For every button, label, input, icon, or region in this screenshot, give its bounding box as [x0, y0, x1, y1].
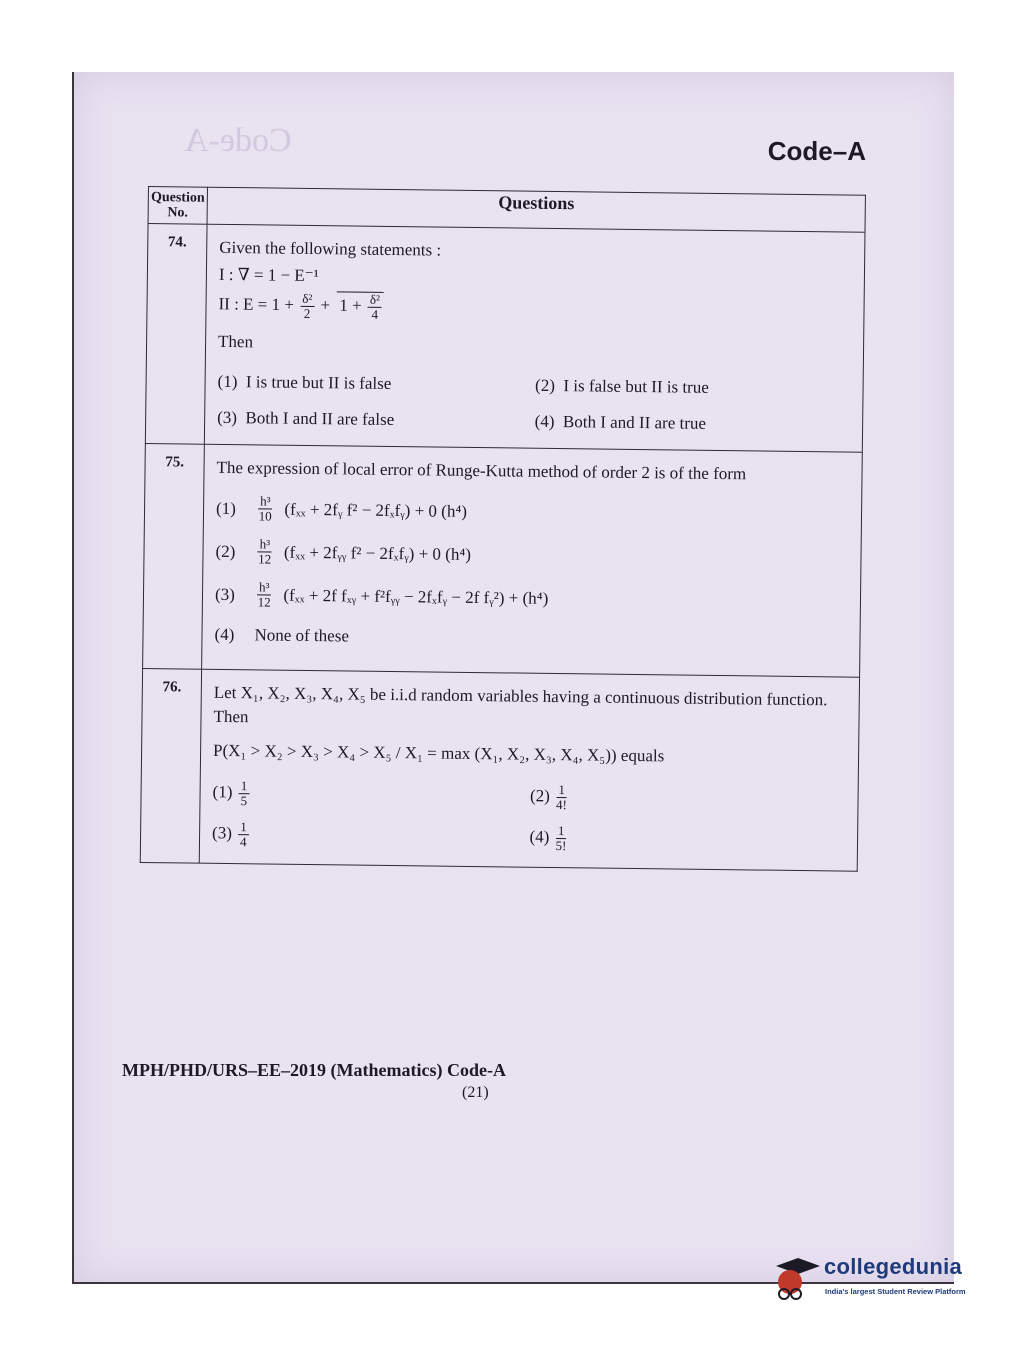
- option-text: None of these: [254, 625, 350, 646]
- fraction-numerator: h³: [258, 494, 273, 509]
- option-number: (1): [215, 498, 237, 518]
- option: [215, 580, 850, 617]
- option: [535, 374, 853, 402]
- logo-tagline: India's largest Student Review Platform: [825, 1287, 966, 1296]
- fraction-denominator: 12: [257, 594, 271, 610]
- option: [212, 779, 530, 812]
- question-row-76: [140, 668, 859, 871]
- question-body: [204, 224, 865, 452]
- option-number: (4): [529, 827, 550, 847]
- fraction: [257, 537, 272, 566]
- fraction-numerator: δ²: [368, 293, 382, 308]
- question-number: 74.: [145, 224, 207, 445]
- question-number: 75.: [143, 443, 205, 669]
- option-number: (4): [534, 411, 555, 431]
- option-expression: (fₓₓ + 2f fₓᵧ + f²fᵧᵧ − 2fₓfᵧ − 2f fᵧ²) + (h⁴): [283, 585, 549, 608]
- option-number: (3): [217, 407, 238, 428]
- fraction: [556, 783, 567, 812]
- fraction-numerator: 1: [556, 783, 567, 798]
- option-number: (3): [214, 584, 235, 604]
- code-label: Code–A: [767, 136, 866, 166]
- statement-2: II : E = 1 + $\frac{\text{δ²}}{2}$ + 1 + $\frac{\text{δ²}}{4}$: [218, 290, 853, 328]
- fraction: [258, 494, 273, 523]
- option: [529, 824, 847, 857]
- graduate-mascot-icon: [768, 1256, 820, 1302]
- option: [214, 623, 849, 655]
- fraction-numerator: 1: [556, 824, 567, 839]
- option: [530, 783, 848, 816]
- fraction: [238, 820, 249, 849]
- fraction-denominator: 5: [240, 793, 248, 809]
- option: [215, 537, 850, 574]
- option-text: Both I and II are true: [562, 412, 707, 433]
- option: [216, 494, 851, 531]
- fraction: [555, 824, 566, 853]
- fraction-numerator: δ²: [300, 292, 314, 307]
- option-number: (2): [534, 375, 556, 395]
- probability-expression: P(X₁ > X₂ > X₃ > X₄ > X₅ / X₁ = max (X₁, X₂, X₃, X₄, X₅)) equals: [212, 740, 665, 766]
- statement-2-prefix: II : E = 1 +: [218, 294, 295, 315]
- question-row-74: [145, 224, 865, 453]
- fraction-denominator: 12: [258, 551, 272, 567]
- fraction-denominator: 4: [239, 834, 247, 850]
- question-body: [199, 669, 859, 871]
- question-body: [202, 444, 863, 677]
- fraction-denominator: 5!: [555, 838, 567, 854]
- option-expression: (fₓₓ + 2fᵧ f² − 2fₓfᵧ) + 0 (h⁴): [284, 499, 468, 521]
- option-number: (2): [529, 786, 551, 806]
- option-text: I is false but II is true: [563, 376, 709, 397]
- option-expression: (fₓₓ + 2fᵧᵧ f² − 2fₓfᵧ) + 0 (h⁴): [283, 542, 472, 564]
- question-table: [140, 186, 866, 872]
- scanned-page: [72, 72, 954, 1284]
- collegedunia-logo[interactable]: [768, 1252, 993, 1312]
- fraction-numerator: h³: [258, 537, 273, 552]
- options-grid: [212, 773, 848, 863]
- option: [217, 370, 535, 398]
- fraction-numerator: h³: [257, 580, 272, 595]
- then-label: Then: [217, 331, 254, 352]
- question-stem: Given the following statements :: [219, 237, 442, 260]
- options-grid: [217, 364, 853, 444]
- sqrt-expression: 1 + $\frac{\text{δ²}}{4}$: [336, 291, 384, 322]
- header-questions: Questions: [207, 187, 865, 232]
- option-text: Both I and II are false: [245, 408, 395, 430]
- fraction-numerator: 1: [239, 779, 250, 794]
- fraction-denominator: 4: [371, 306, 379, 322]
- option-number: (4): [214, 624, 235, 645]
- logo-wordmark: collegedunia: [824, 1254, 963, 1279]
- footer-exam-code: MPH/PHD/URS–EE–2019 (Mathematics) Code-A: [122, 1060, 506, 1080]
- question-row-75: [143, 443, 863, 677]
- fraction: [300, 292, 314, 321]
- fraction: [238, 779, 249, 808]
- option-number: (1): [217, 371, 238, 392]
- option-number: (3): [211, 823, 233, 843]
- option: [535, 410, 853, 438]
- option-text: I is true but II is false: [245, 372, 392, 393]
- fraction-denominator: 2: [303, 305, 311, 321]
- question-stem: Let X₁, X₂, X₃, X₄, X₅ be i.i.d random variables having a continuous distribution function. Then: [213, 682, 828, 727]
- option-number: (1): [212, 782, 233, 802]
- fraction: [257, 580, 272, 609]
- header-question-no: Question No.: [148, 187, 207, 225]
- fraction-denominator: 10: [258, 508, 272, 524]
- question-stem: The expression of local error of Runge-Kutta method of order 2 is of the form: [216, 457, 747, 484]
- option: [217, 406, 535, 434]
- fraction-numerator: 1: [238, 820, 249, 835]
- option: [212, 820, 530, 853]
- bleed-through-text: Code-A: [184, 122, 292, 159]
- question-number: 76.: [140, 668, 201, 863]
- fraction: [368, 293, 382, 322]
- page-number: (21): [462, 1084, 489, 1101]
- statement-1: I : ∇ = 1 − E⁻¹: [218, 264, 319, 286]
- option-number: (2): [215, 541, 236, 561]
- fraction-denominator: 4!: [555, 797, 567, 813]
